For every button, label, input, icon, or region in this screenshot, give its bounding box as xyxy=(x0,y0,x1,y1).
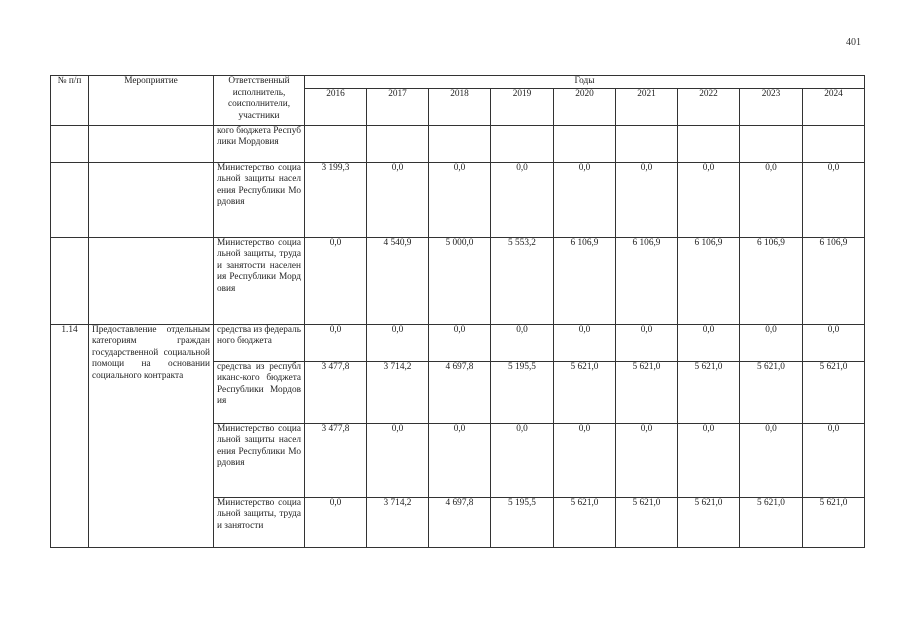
value-cell: 0,0 xyxy=(554,324,616,361)
value-cell: 5 621,0 xyxy=(740,497,803,547)
value-cell: 0,0 xyxy=(616,423,678,497)
value-cell: 0,0 xyxy=(429,162,491,237)
value-cell: 0,0 xyxy=(616,162,678,237)
page-number: 401 xyxy=(846,37,861,48)
value-cell: 3 199,3 xyxy=(305,162,367,237)
responsible-cell: средства из республиканс-кого бюджета Республики Мордовия xyxy=(214,361,305,423)
responsible-cell: Министерство социальной защиты населения Республики Мордовия xyxy=(214,162,305,237)
value-cell: 0,0 xyxy=(367,324,429,361)
value-cell: 0,0 xyxy=(740,162,803,237)
value-cell: 3 477,8 xyxy=(305,361,367,423)
table-row xyxy=(51,125,865,162)
header-year: 2021 xyxy=(616,88,678,125)
header-year: 2017 xyxy=(367,88,429,125)
header-year: 2019 xyxy=(491,88,554,125)
value-cell: 5 621,0 xyxy=(616,497,678,547)
value-cell xyxy=(678,125,740,162)
value-cell: 5 000,0 xyxy=(429,237,491,324)
value-cell: 3 477,8 xyxy=(305,423,367,497)
header-num: № п/п xyxy=(51,76,89,126)
value-cell xyxy=(740,125,803,162)
value-cell: 0,0 xyxy=(305,237,367,324)
num-cell xyxy=(51,125,89,162)
value-cell xyxy=(429,125,491,162)
event-cell xyxy=(89,237,214,324)
value-cell: 6 106,9 xyxy=(740,237,803,324)
value-cell: 0,0 xyxy=(305,324,367,361)
value-cell: 0,0 xyxy=(367,162,429,237)
value-cell: 0,0 xyxy=(803,162,865,237)
value-cell: 3 714,2 xyxy=(367,361,429,423)
value-cell: 0,0 xyxy=(740,423,803,497)
header-year: 2016 xyxy=(305,88,367,125)
value-cell: 5 621,0 xyxy=(678,497,740,547)
value-cell: 0,0 xyxy=(491,324,554,361)
table-row xyxy=(51,162,865,237)
table-row xyxy=(51,237,865,324)
value-cell: 0,0 xyxy=(803,423,865,497)
responsible-cell: средства из федерального бюджета xyxy=(214,324,305,361)
value-cell: 6 106,9 xyxy=(678,237,740,324)
responsible-cell: Министерство социальной защиты населения Республики Мордовия xyxy=(214,423,305,497)
value-cell: 0,0 xyxy=(429,423,491,497)
value-cell: 0,0 xyxy=(678,324,740,361)
header-year: 2018 xyxy=(429,88,491,125)
value-cell: 0,0 xyxy=(554,423,616,497)
header-year: 2020 xyxy=(554,88,616,125)
header-responsible: Ответственный исполнитель, соисполнители, участники xyxy=(214,76,305,126)
num-cell xyxy=(51,237,89,324)
header-year: 2022 xyxy=(678,88,740,125)
value-cell: 0,0 xyxy=(740,324,803,361)
value-cell: 5 621,0 xyxy=(554,361,616,423)
value-cell: 0,0 xyxy=(803,324,865,361)
header-year: 2023 xyxy=(740,88,803,125)
table-row xyxy=(51,324,865,361)
value-cell: 4 540,9 xyxy=(367,237,429,324)
value-cell: 0,0 xyxy=(616,324,678,361)
value-cell: 0,0 xyxy=(678,162,740,237)
value-cell: 5 195,5 xyxy=(491,497,554,547)
value-cell: 5 621,0 xyxy=(803,497,865,547)
value-cell: 3 714,2 xyxy=(367,497,429,547)
value-cell: 0,0 xyxy=(367,423,429,497)
value-cell: 5 621,0 xyxy=(803,361,865,423)
value-cell xyxy=(616,125,678,162)
value-cell xyxy=(491,125,554,162)
budget-table xyxy=(50,75,865,548)
event-cell xyxy=(89,125,214,162)
value-cell: 6 106,9 xyxy=(803,237,865,324)
value-cell: 5 621,0 xyxy=(616,361,678,423)
value-cell: 0,0 xyxy=(429,324,491,361)
event-cell xyxy=(89,162,214,237)
value-cell: 5 621,0 xyxy=(678,361,740,423)
value-cell: 0,0 xyxy=(554,162,616,237)
responsible-cell: кого бюджета Республики Мордовия xyxy=(214,125,305,162)
responsible-cell: Министерство социальной защиты, труда и занятости xyxy=(214,497,305,547)
value-cell: 6 106,9 xyxy=(616,237,678,324)
value-cell: 5 621,0 xyxy=(554,497,616,547)
value-cell xyxy=(554,125,616,162)
value-cell xyxy=(305,125,367,162)
event-cell: Предоставление отдельным категориям граждан государственной социальной помощи на основании социального контракта xyxy=(89,324,214,547)
header-year: 2024 xyxy=(803,88,865,125)
num-cell xyxy=(51,162,89,237)
header-event: Мероприятие xyxy=(89,76,214,126)
value-cell: 0,0 xyxy=(491,162,554,237)
value-cell: 0,0 xyxy=(305,497,367,547)
value-cell: 6 106,9 xyxy=(554,237,616,324)
header-years-group: Годы xyxy=(305,76,865,89)
value-cell xyxy=(367,125,429,162)
value-cell: 4 697,8 xyxy=(429,361,491,423)
value-cell: 0,0 xyxy=(678,423,740,497)
responsible-cell: Министерство социальной защиты, труда и занятости населения Республики Мордовия xyxy=(214,237,305,324)
value-cell: 5 195,5 xyxy=(491,361,554,423)
value-cell: 5 553,2 xyxy=(491,237,554,324)
value-cell xyxy=(803,125,865,162)
value-cell: 0,0 xyxy=(491,423,554,497)
num-cell: 1.14 xyxy=(51,324,89,547)
value-cell: 4 697,8 xyxy=(429,497,491,547)
value-cell: 5 621,0 xyxy=(740,361,803,423)
